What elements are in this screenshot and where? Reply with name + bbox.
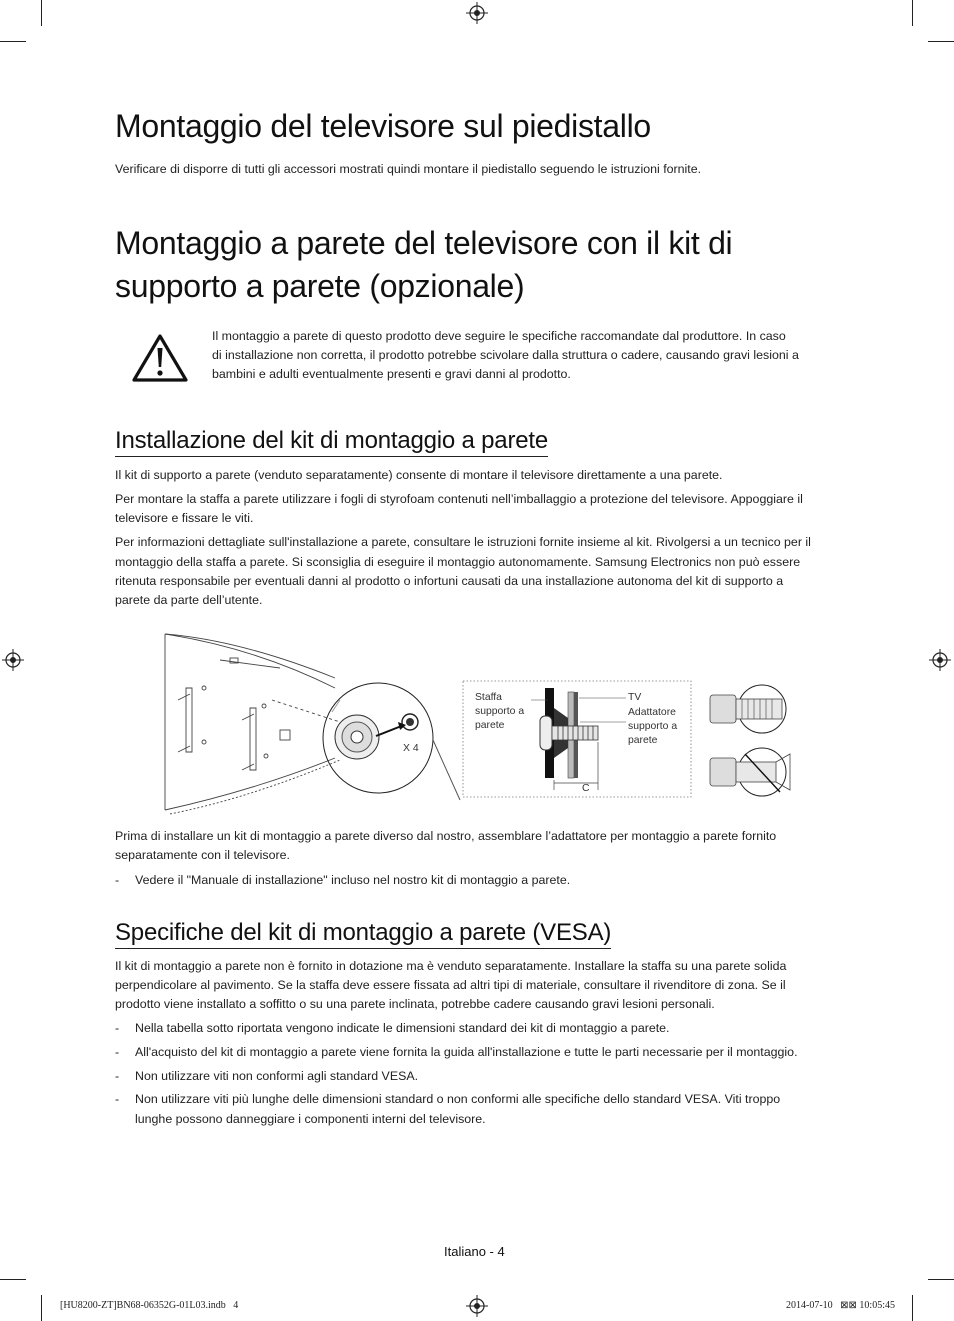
install-paragraph-3-line: montaggio della staffa a parete. Si sconsiglia di eseguire il montaggio autonomamente. Samsung Electronics non può essere	[115, 555, 801, 569]
install-paragraph-3-line: ritenuta responsabile per eventuali danni al prodotto o infortuni causati da una installazione autonoma del kit di supporto a	[115, 574, 784, 588]
vesa-heading: Specifiche del kit di montaggio a parete (VESA)	[115, 919, 611, 949]
warning-text-line: bambini e adulti eventualmente presenti e gravi danni al prodotto.	[212, 367, 571, 381]
crop-mark	[912, 1295, 913, 1321]
page-title-wall-line2: supporto a parete (opzionale)	[115, 268, 525, 304]
cross-section-illustration	[531, 688, 626, 790]
bullet-dash: -	[115, 873, 120, 887]
vesa-paragraph-line: Il kit di montaggio a parete non è fornito in dotazione ma è venduto separatamente. Installare la staffa su una parete solida	[115, 959, 787, 973]
install-paragraph-1: Il kit di supporto a parete (venduto separatamente) consente di montare il televisore direttamente a una parete.	[115, 468, 723, 482]
install-paragraph-2-line: Per montare la staffa a parete utilizzare i fogli di styrofoam contenuti nell’imballaggio a protezione del televisore. Appoggiare il	[115, 492, 803, 506]
diagram-label-adattatore: parete	[628, 735, 658, 746]
bullet-dash: -	[115, 1069, 120, 1083]
crop-mark	[928, 1279, 954, 1280]
registration-mark-icon	[929, 649, 951, 671]
crop-mark	[0, 41, 26, 42]
crop-mark	[41, 1295, 42, 1321]
page-title-wall-line1: Montaggio a parete del televisore con il kit di	[115, 225, 733, 261]
install-paragraph-4-line: separatamente con il televisore.	[115, 848, 290, 862]
install-paragraph-2-line: televisore e fissare le viti.	[115, 511, 254, 525]
diagram-label-adattatore: Adattatore	[628, 707, 676, 718]
bullet-text-line: Non utilizzare viti più lunghe delle dimensioni standard o non conformi alle specifiche dello standard VESA. Viti troppo	[135, 1092, 781, 1106]
registration-mark-icon	[466, 2, 488, 24]
diagram-label-staffa: supporto a	[475, 706, 525, 717]
screw-correct-icon	[710, 685, 786, 733]
page-number: Italiano - 4	[444, 1244, 505, 1259]
bullet-text: Vedere il "Manuale di installazione" incluso nel nostro kit di montaggio a parete.	[135, 873, 571, 887]
warning-triangle-icon	[131, 333, 189, 383]
bullet-text-line: lunghe possono danneggiare i componenti interni del televisore.	[135, 1112, 486, 1126]
footer-timestamp: 2014-07-10 ⊠⊠ 10:05:45	[786, 1300, 895, 1311]
bullet-dash: -	[115, 1092, 120, 1106]
crop-mark	[928, 41, 954, 42]
warning-text-line: Il montaggio a parete di questo prodotto deve seguire le specifiche raccomandate dal produttore. In caso	[212, 329, 786, 343]
bullet-dash: -	[115, 1021, 120, 1035]
page-title-stand: Montaggio del televisore sul piedistallo	[115, 108, 651, 144]
bullet-text: Nella tabella sotto riportata vengono indicate le dimensioni standard dei kit di montaggio a parete.	[135, 1021, 670, 1035]
diagram-label-staffa: Staffa	[475, 692, 502, 703]
vesa-bullet	[115, 1067, 845, 1087]
vesa-bullet	[115, 1090, 845, 1130]
install-paragraph-4-line: Prima di installare un kit di montaggio a parete diverso dal nostro, assemblare l’adattatore per montaggio a parete fornito	[115, 829, 777, 843]
screw-wrong-icon	[710, 748, 790, 796]
diagram-label-tv: TV	[628, 692, 642, 703]
registration-mark-icon	[2, 649, 24, 671]
diagram-label-adattatore: supporto a	[628, 721, 678, 732]
vesa-bullet	[115, 1019, 845, 1039]
crop-mark	[912, 0, 913, 26]
bullet-dash: -	[115, 1045, 120, 1059]
vesa-paragraph-line: prodotto viene installato a soffitto o su una parete inclinata, potrebbe cadere causando gravi lesioni personali.	[115, 997, 715, 1011]
install-bullet	[115, 871, 835, 891]
crop-mark	[41, 0, 42, 26]
crop-mark	[0, 1279, 26, 1280]
diagram-label-staffa: parete	[475, 720, 505, 731]
footer-filename: [HU8200-ZT]BN68-06352G-01L03.indb 4	[60, 1300, 239, 1311]
install-heading: Installazione del kit di montaggio a parete	[115, 427, 548, 457]
tv-back-illustration	[165, 634, 340, 814]
registration-mark-icon	[466, 1295, 488, 1317]
vesa-paragraph-line: perpendicolare al pavimento. Se la staffa deve essere fissata ad altri tipi di materiale, consultare il rivenditore di zona. Se il	[115, 978, 786, 992]
bullet-text: All'acquisto del kit di montaggio a parete viene fornita la guida all'installazione e tutte le parti necessarie per il montaggio.	[135, 1045, 798, 1059]
diagram-label-x4: X 4	[403, 743, 419, 754]
stand-paragraph: Verificare di disporre di tutti gli accessori mostrati quindi montare il piedistallo seguendo le istruzioni fornite.	[115, 162, 702, 176]
install-paragraph-3-line: parete da parte dell’utente.	[115, 593, 263, 607]
vesa-bullet	[115, 1043, 845, 1063]
install-paragraph-3-line: Per informazioni dettagliate sull'installazione a parete, consultare le istruzioni fornite insieme al kit. Rivolgersi a un tecnico per il	[115, 535, 811, 549]
diagram-label-c: C	[582, 783, 590, 794]
warning-text-line: di installazione non corretta, il prodotto potrebbe scivolare dalla struttura o cadere, causando gravi lesioni a	[212, 348, 799, 362]
bullet-text: Non utilizzare viti non conformi agli standard VESA.	[135, 1069, 419, 1083]
